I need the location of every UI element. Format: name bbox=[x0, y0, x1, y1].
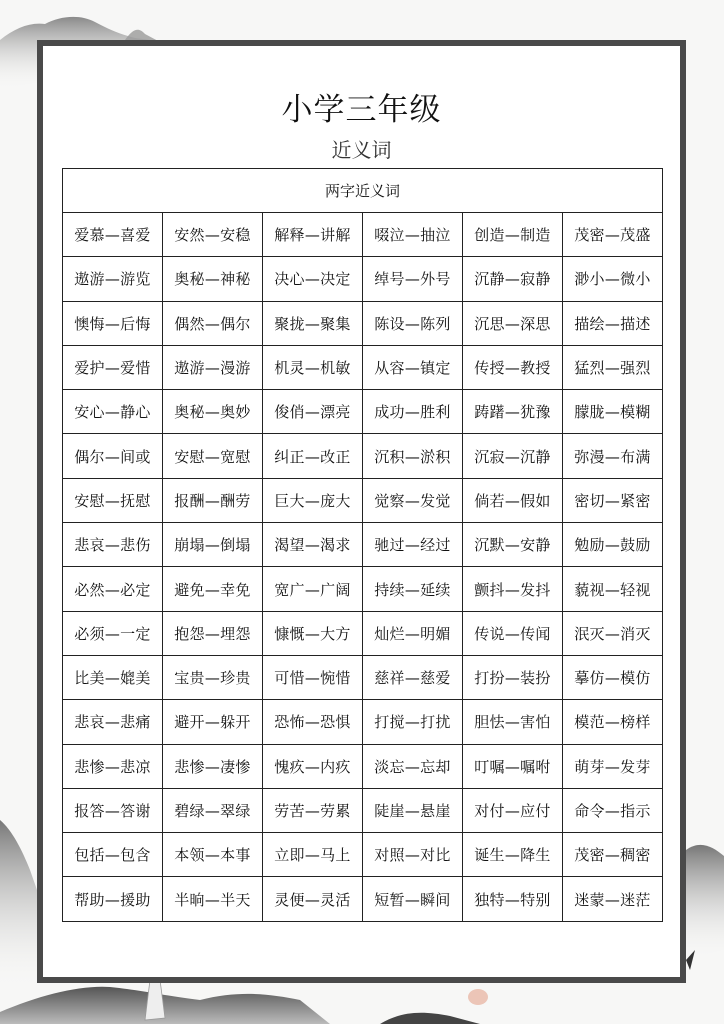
synonym-pair-cell: 悲哀—悲痛 bbox=[63, 700, 163, 744]
synonym-pair-cell: 恐怖—恐惧 bbox=[263, 700, 363, 744]
synonym-pair-cell: 抱怨—埋怨 bbox=[163, 611, 263, 655]
synonym-pair-cell: 模范—榜样 bbox=[563, 700, 663, 744]
synonym-pair-cell: 传授—教授 bbox=[463, 345, 563, 389]
synonym-pair-cell: 弥漫—布满 bbox=[563, 434, 663, 478]
synonym-pair-cell: 踌躇—犹豫 bbox=[463, 390, 563, 434]
synonym-pair-cell: 沉默—安静 bbox=[463, 523, 563, 567]
synonym-pair-cell: 藐视—轻视 bbox=[563, 567, 663, 611]
synonym-pair-cell: 纠正—改正 bbox=[263, 434, 363, 478]
synonym-pair-cell: 爱护—爱惜 bbox=[63, 345, 163, 389]
synonym-pair-cell: 渺小—微小 bbox=[563, 257, 663, 301]
synonym-pair-cell: 半晌—半天 bbox=[163, 877, 263, 921]
synonym-pair-cell: 淡忘—忘却 bbox=[363, 744, 463, 788]
synonym-pair-cell: 打搅—打扰 bbox=[363, 700, 463, 744]
synonym-pair-cell: 报酬—酬劳 bbox=[163, 478, 263, 522]
synonym-pair-cell: 聚拢—聚集 bbox=[263, 301, 363, 345]
document-frame bbox=[37, 40, 686, 983]
synonym-pair-cell: 慈祥—慈爱 bbox=[363, 655, 463, 699]
synonym-pair-cell: 密切—紧密 bbox=[563, 478, 663, 522]
synonym-pair-cell: 沉思—深思 bbox=[463, 301, 563, 345]
synonym-pair-cell: 遨游—漫游 bbox=[163, 345, 263, 389]
synonym-pair-cell: 必然—必定 bbox=[63, 567, 163, 611]
table-row bbox=[63, 788, 663, 832]
table-header-row bbox=[63, 169, 663, 213]
table-row bbox=[63, 301, 663, 345]
synonym-pair-cell: 宝贵—珍贵 bbox=[163, 655, 263, 699]
synonym-pair-cell: 持续—延续 bbox=[363, 567, 463, 611]
synonym-pair-cell: 诞生—降生 bbox=[463, 833, 563, 877]
synonym-pair-cell: 奥秘—奥妙 bbox=[163, 390, 263, 434]
table-row bbox=[63, 877, 663, 921]
synonym-pair-cell: 机灵—机敏 bbox=[263, 345, 363, 389]
synonym-pair-cell: 本领—本事 bbox=[163, 833, 263, 877]
synonym-pair-cell: 朦胧—模糊 bbox=[563, 390, 663, 434]
synonym-pair-cell: 打扮—装扮 bbox=[463, 655, 563, 699]
synonym-pair-cell: 偶尔—间或 bbox=[63, 434, 163, 478]
synonym-pair-cell: 萌芽—发芽 bbox=[563, 744, 663, 788]
synonym-pair-cell: 茂密—茂盛 bbox=[563, 213, 663, 257]
synonym-pair-cell: 对付—应付 bbox=[463, 788, 563, 832]
synonym-pair-cell: 慷慨—大方 bbox=[263, 611, 363, 655]
synonym-pair-cell: 沉静—寂静 bbox=[463, 257, 563, 301]
synonym-pair-cell: 猛烈—强烈 bbox=[563, 345, 663, 389]
synonym-pair-cell: 遨游—游览 bbox=[63, 257, 163, 301]
synonym-pair-cell: 爱慕—喜爱 bbox=[63, 213, 163, 257]
table-row bbox=[63, 257, 663, 301]
synonym-pair-cell: 避开—躲开 bbox=[163, 700, 263, 744]
synonym-pair-cell: 摹仿—模仿 bbox=[563, 655, 663, 699]
synonym-pair-cell: 悲惨—悲凉 bbox=[63, 744, 163, 788]
table-row bbox=[63, 213, 663, 257]
synonym-pair-cell: 渴望—渴求 bbox=[263, 523, 363, 567]
synonym-pair-cell: 对照—对比 bbox=[363, 833, 463, 877]
synonym-pair-cell: 懊悔—后悔 bbox=[63, 301, 163, 345]
page-subtitle: 近义词 bbox=[331, 138, 392, 162]
synonym-pair-cell: 比美—媲美 bbox=[63, 655, 163, 699]
synonym-pair-cell: 胆怯—害怕 bbox=[463, 700, 563, 744]
synonym-pair-cell: 驰过—经过 bbox=[363, 523, 463, 567]
synonym-pair-cell: 报答—答谢 bbox=[63, 788, 163, 832]
synonym-pair-cell: 立即—马上 bbox=[263, 833, 363, 877]
synonym-pair-cell: 可惜—惋惜 bbox=[263, 655, 363, 699]
synonym-pair-cell: 决心—决定 bbox=[263, 257, 363, 301]
synonym-pair-cell: 必须—一定 bbox=[63, 611, 163, 655]
synonym-pair-cell: 奥秘—神秘 bbox=[163, 257, 263, 301]
synonym-pair-cell: 安然—安稳 bbox=[163, 213, 263, 257]
synonym-pair-cell: 帮助—援助 bbox=[63, 877, 163, 921]
synonym-pair-cell: 叮嘱—嘱咐 bbox=[463, 744, 563, 788]
synonym-pair-cell: 安慰—宽慰 bbox=[163, 434, 263, 478]
page-title: 小学三年级 bbox=[281, 92, 442, 128]
synonym-pair-cell: 描绘—描述 bbox=[563, 301, 663, 345]
synonym-pair-cell: 解释—讲解 bbox=[263, 213, 363, 257]
synonym-pair-cell: 避免—幸免 bbox=[163, 567, 263, 611]
synonym-pair-cell: 安心—静心 bbox=[63, 390, 163, 434]
table-row bbox=[63, 744, 663, 788]
table-row bbox=[63, 567, 663, 611]
synonym-pair-cell: 安慰—抚慰 bbox=[63, 478, 163, 522]
synonym-pair-cell: 成功—胜利 bbox=[363, 390, 463, 434]
synonym-pair-cell: 啜泣—抽泣 bbox=[363, 213, 463, 257]
synonym-pair-cell: 陈设—陈列 bbox=[363, 301, 463, 345]
table-row bbox=[63, 434, 663, 478]
table-header: 两字近义词 bbox=[63, 169, 663, 213]
synonym-pair-cell: 悲惨—凄惨 bbox=[163, 744, 263, 788]
synonym-table bbox=[62, 168, 663, 922]
table-row bbox=[63, 345, 663, 389]
synonym-pair-cell: 宽广—广阔 bbox=[263, 567, 363, 611]
table-row bbox=[63, 700, 663, 744]
synonym-pair-cell: 灿烂—明媚 bbox=[363, 611, 463, 655]
synonym-pair-cell: 灵便—灵活 bbox=[263, 877, 363, 921]
synonym-pair-cell: 巨大—庞大 bbox=[263, 478, 363, 522]
table-row bbox=[63, 833, 663, 877]
synonym-pair-cell: 悲哀—悲伤 bbox=[63, 523, 163, 567]
synonym-pair-cell: 茂密—稠密 bbox=[563, 833, 663, 877]
synonym-pair-cell: 短暂—瞬间 bbox=[363, 877, 463, 921]
table-body bbox=[63, 213, 663, 922]
synonym-pair-cell: 从容—镇定 bbox=[363, 345, 463, 389]
synonym-pair-cell: 命令—指示 bbox=[563, 788, 663, 832]
synonym-pair-cell: 偶然—偶尔 bbox=[163, 301, 263, 345]
table-row bbox=[63, 523, 663, 567]
synonym-pair-cell: 创造—制造 bbox=[463, 213, 563, 257]
synonym-pair-cell: 绰号—外号 bbox=[363, 257, 463, 301]
synonym-pair-cell: 沉寂—沉静 bbox=[463, 434, 563, 478]
synonym-pair-cell: 传说—传闻 bbox=[463, 611, 563, 655]
synonym-pair-cell: 勉励—鼓励 bbox=[563, 523, 663, 567]
synonym-pair-cell: 陡崖—悬崖 bbox=[363, 788, 463, 832]
synonym-pair-cell: 碧绿—翠绿 bbox=[163, 788, 263, 832]
table-row bbox=[63, 390, 663, 434]
synonym-pair-cell: 泯灭—消灭 bbox=[563, 611, 663, 655]
synonym-pair-cell: 觉察—发觉 bbox=[363, 478, 463, 522]
table-row bbox=[63, 611, 663, 655]
synonym-pair-cell: 迷蒙—迷茫 bbox=[563, 877, 663, 921]
table-row bbox=[63, 478, 663, 522]
synonym-pair-cell: 崩塌—倒塌 bbox=[163, 523, 263, 567]
table-row bbox=[63, 655, 663, 699]
synonym-pair-cell: 沉积—淤积 bbox=[363, 434, 463, 478]
synonym-pair-cell: 倘若—假如 bbox=[463, 478, 563, 522]
synonym-pair-cell: 劳苦—劳累 bbox=[263, 788, 363, 832]
synonym-pair-cell: 颤抖—发抖 bbox=[463, 567, 563, 611]
synonym-pair-cell: 独特—特别 bbox=[463, 877, 563, 921]
synonym-pair-cell: 俊俏—漂亮 bbox=[263, 390, 363, 434]
synonym-pair-cell: 包括—包含 bbox=[63, 833, 163, 877]
synonym-pair-cell: 愧疚—内疚 bbox=[263, 744, 363, 788]
